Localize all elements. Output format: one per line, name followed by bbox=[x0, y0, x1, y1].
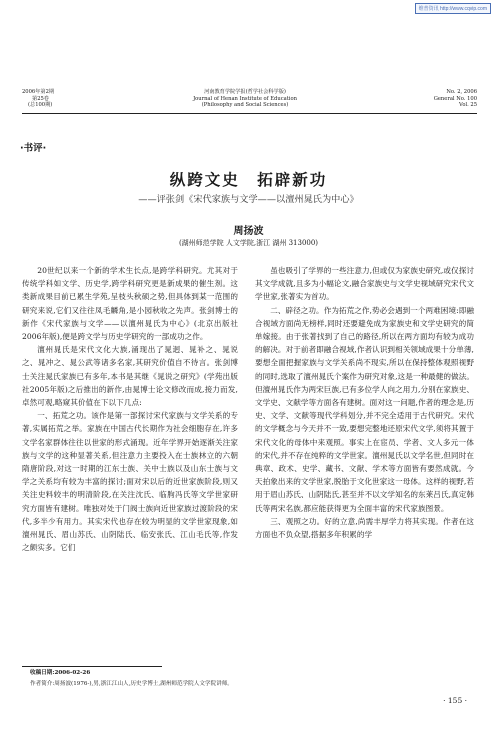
vol-line: Vol. 25 bbox=[459, 102, 477, 109]
author-name: 周扬波 bbox=[233, 226, 264, 237]
paragraph: 澶州晁氏是宋代文化大族,涌现出了晁迥、晁补之、晁说之、晁冲之、晁公武等诸多名家,其研究价值自不待言。张剑博士关注晁氏家族已有多年,本书是其继《晁说之研究》(学苑出版社2005年版)之后推出的新作,由晁博士论文修改而成,接力而发,卓然可观,略窥其价值在下以下几点: bbox=[22, 345, 238, 408]
paragraph: 20世纪以来一个新的学术生长点,是跨学科研究。尤其对于传统学科如文学、历史学,跨学科研究更是新成果的催生剂。这类新成果目前已累生学苑,呈枝头秋硕之势,但具体到某一范围的研究来说,它们又往往凤毛麟角,是小园秋收之先声。张剑博士的新作《宋代家族与文学——以澶州晁氏为中心》(北京出版社2006年版),便是跨文学与历史学研究的一部成功之作。 bbox=[22, 266, 238, 342]
paragraph: 一、拓荒之功。该作是第一部探讨宋代家族与文学关系的专著,实属拓荒之举。家族在中国古代长期作为社会细胞存在,许多文学名家群体往往以世家的形式涌现。近年学界开始逐渐关注家族与文学的这种显著关系,但注意力主要投入在士族林立的六朝隋唐阶段,对这一时期的江东士族、关中士族以及山东士族与文学之关系均有较为丰富的探讨;面对宋以后的近世家族阶段,则又关注史料较丰的明清阶段,在关注沈氏、临朐冯氏等文学世家研究方面皆有建树。唯独对处于门阀士族向近世家族过渡阶段的宋代,多半少有用力。其实宋代也存在较为明显的文学世家现象,如澶州晁氏、眉山苏氏、山阴陆氏、临安张氏、江山毛氏等,作发之颇实多。它们 bbox=[22, 411, 238, 553]
journal-subtitle-en: (Philosophy and Social Sciences) bbox=[201, 102, 289, 109]
issue-line: 2006年第2期 bbox=[22, 89, 55, 95]
header-left bbox=[22, 89, 82, 109]
author-bio: 作者简介:周扬波(1976-),男,浙江江山人,历史学博士,湖州师范学院人文学院讲师。 bbox=[30, 681, 233, 687]
footnote-rule bbox=[22, 666, 162, 667]
paragraph: 虽也吸引了学界的一些注意力,但或仅为家族史研究,或仅探讨其文学成就,且多为小幅论文,融合家族史与文学史视域研究宋代文学世家,张著实为首功。 bbox=[255, 266, 474, 302]
volume-line: 第25卷 bbox=[32, 95, 49, 102]
left-column bbox=[22, 264, 238, 554]
watermark-stamp: 维普资讯 http://www.cqvip.com bbox=[415, 3, 491, 14]
total-issue-line: (总100期) bbox=[28, 102, 53, 109]
column-label: ·书评· bbox=[20, 143, 47, 154]
journal-title-cn: 河南教育学院学报(哲学社会科学版) bbox=[204, 89, 286, 95]
general-number-line: General No. 100 bbox=[433, 95, 477, 102]
header-right bbox=[397, 89, 477, 109]
header-center bbox=[140, 89, 350, 109]
article-title: 纵跨文史 拓辟新功 bbox=[169, 171, 328, 189]
number-line: No. 2, 2006 bbox=[446, 89, 477, 95]
header-rule bbox=[22, 113, 477, 114]
received-date: 收稿日期:2006-02-26 bbox=[30, 670, 91, 676]
journal-title-en: Journal of Henan Institute of Education bbox=[193, 95, 297, 102]
paragraph: 三、观照之功。好的立意,尚需丰厚学力将其实现。作者在这方面也不负众望,搭据多年积累的学 bbox=[255, 516, 474, 540]
footnote bbox=[30, 668, 460, 690]
right-column bbox=[255, 264, 474, 541]
page-number: · 155 · bbox=[443, 696, 467, 705]
author-affiliation: (湖州师范学院 人文学院,浙江 湖州 313000) bbox=[178, 239, 319, 247]
paragraph: 二、辟径之功。作为拓荒之作,势必会遇到一个两难困境:即融合视域方面尚无榜样,同时还要避免成为家族史和文学史研究的简单嫁接。由于张著找到了自己的路径,所以在两方面均有较为成功的解决。对于前者即融合视域,作者认识到相关领域成果十分单薄,要想全面把握家族与文学关系尚不现实,所以在保持整体观照视野的同时,选取了澶州晁氏个案作为研究对象,这是一种最健的做法。但澶州晁氏作为两宋巨族,已有多位学人向之用力,分别在家族史、文学史、文献学等方面各有建树。面对这一问题,作者的理念是,历史、文学、文献等现代学科划分,并不完全适用于古代研究。宋代的文学概念与今天并不一致,要想完整地还原宋代文学,须将其置于宋代文化的母体中来观照。事实上在宦员、学者、文人多元一体的宋代,并不存在纯粹的文学世家。澶州晁氏以文学名世,但同时在典章、政术、史学、藏书、文献、学术等方面皆有要然成就。今天拍象出来的文学世家,脱胎于文化世家这一母体。这样的视野,若用于眉山苏氏、山阴陆氏,甚至并不以文学知名的东莱吕氏,真定韩氏等两宋名族,都应能获得更为全面丰富的宋代家族图景。 bbox=[255, 305, 474, 513]
article-subtitle: ——评张剑《宋代家族与文学——以澶州晁氏为中心》 bbox=[138, 194, 359, 205]
